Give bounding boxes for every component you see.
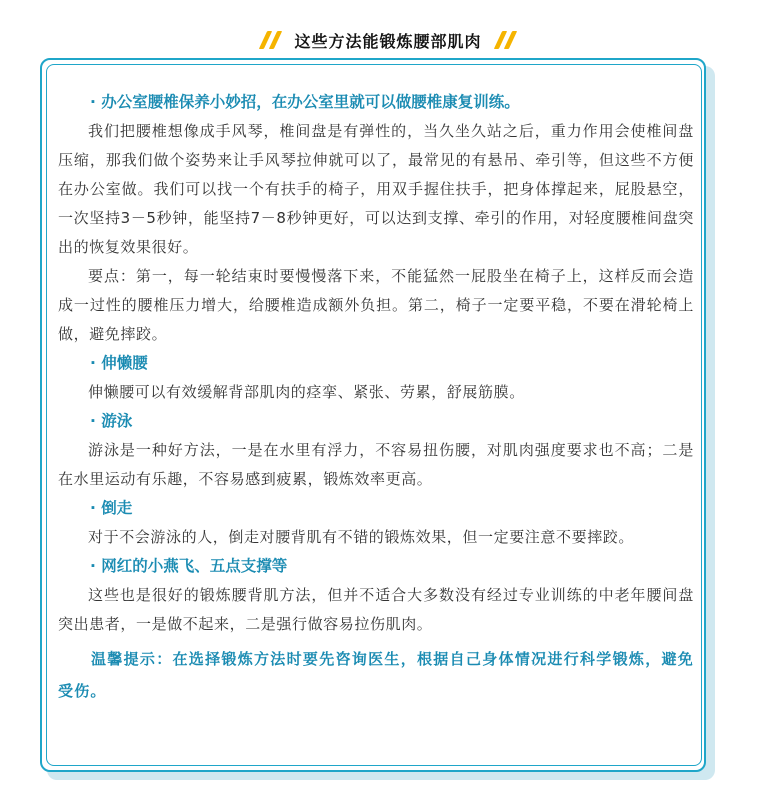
section-swallow-fly bbox=[58, 552, 694, 639]
section-heading: · 办公室腰椎保养小妙招，在办公室里就可以做腰椎康复训练。 bbox=[90, 93, 520, 111]
section-paragraph: 我们把腰椎想像成手风琴，椎间盘是有弹性的，当久坐久站之后，重力作用会使椎间盘压缩，那我们做个姿势来让手风琴拉伸就可以了，最常见的有悬吊、牵引等，但这些不方便在办公室做。我们可以找一个有扶手的椅子，用双手握住扶手，把身体撑起来，屁股悬空，一次坚持3－5秒钟，能坚持7－8秒钟更好，可以达到支撑、牵引的作用，对轻度腰椎间盘突出的恢复效果很好。 bbox=[58, 122, 694, 256]
section-heading: · 伸懒腰 bbox=[90, 354, 148, 372]
section-heading: · 网红的小燕飞、五点支撑等 bbox=[90, 557, 288, 575]
section-heading: · 游泳 bbox=[90, 412, 133, 430]
article-content bbox=[58, 88, 694, 722]
section-paragraph: 游泳是一种好方法，一是在水里有浮力，不容易扭伤腰，对肌肉强度要求也不高；二是在水里运动有乐趣，不容易感到疲累，锻炼效率更高。 bbox=[58, 441, 694, 488]
left-slash-icon bbox=[263, 31, 278, 49]
section-swimming bbox=[58, 407, 694, 494]
section-paragraph: 伸懒腰可以有效缓解背部肌肉的痉挛、紧张、劳累，舒展筋膜。 bbox=[88, 383, 525, 401]
right-slash-icon bbox=[498, 31, 513, 49]
title-bar bbox=[0, 22, 776, 58]
title-wrap bbox=[263, 22, 512, 58]
section-paragraph: 这些也是很好的锻炼腰背肌方法，但并不适合大多数没有经过专业训练的中老年腰间盘突出患者，一是做不起来，二是强行做容易拉伤肌肉。 bbox=[58, 586, 694, 633]
section-heading: · 倒走 bbox=[90, 499, 133, 517]
warm-tip: 温馨提示：在选择锻炼方法时要先咨询医生，根据自己身体情况进行科学锻炼，避免受伤。 bbox=[58, 650, 694, 700]
section-backward-walk bbox=[58, 494, 694, 552]
page-title: 这些方法能锻炼腰部肌肉 bbox=[294, 31, 482, 51]
section-paragraph: 对于不会游泳的人，倒走对腰背肌有不错的锻炼效果，但一定要注意不要摔跤。 bbox=[88, 528, 635, 546]
section-stretch bbox=[58, 349, 694, 407]
section-paragraph: 要点：第一，每一轮结束时要慢慢落下来，不能猛然一屁股坐在椅子上，这样反而会造成一过性的腰椎压力增大，给腰椎造成额外负担。第二，椅子一定要平稳，不要在滑轮椅上做，避免摔跤。 bbox=[58, 267, 694, 343]
section-office bbox=[58, 88, 694, 349]
